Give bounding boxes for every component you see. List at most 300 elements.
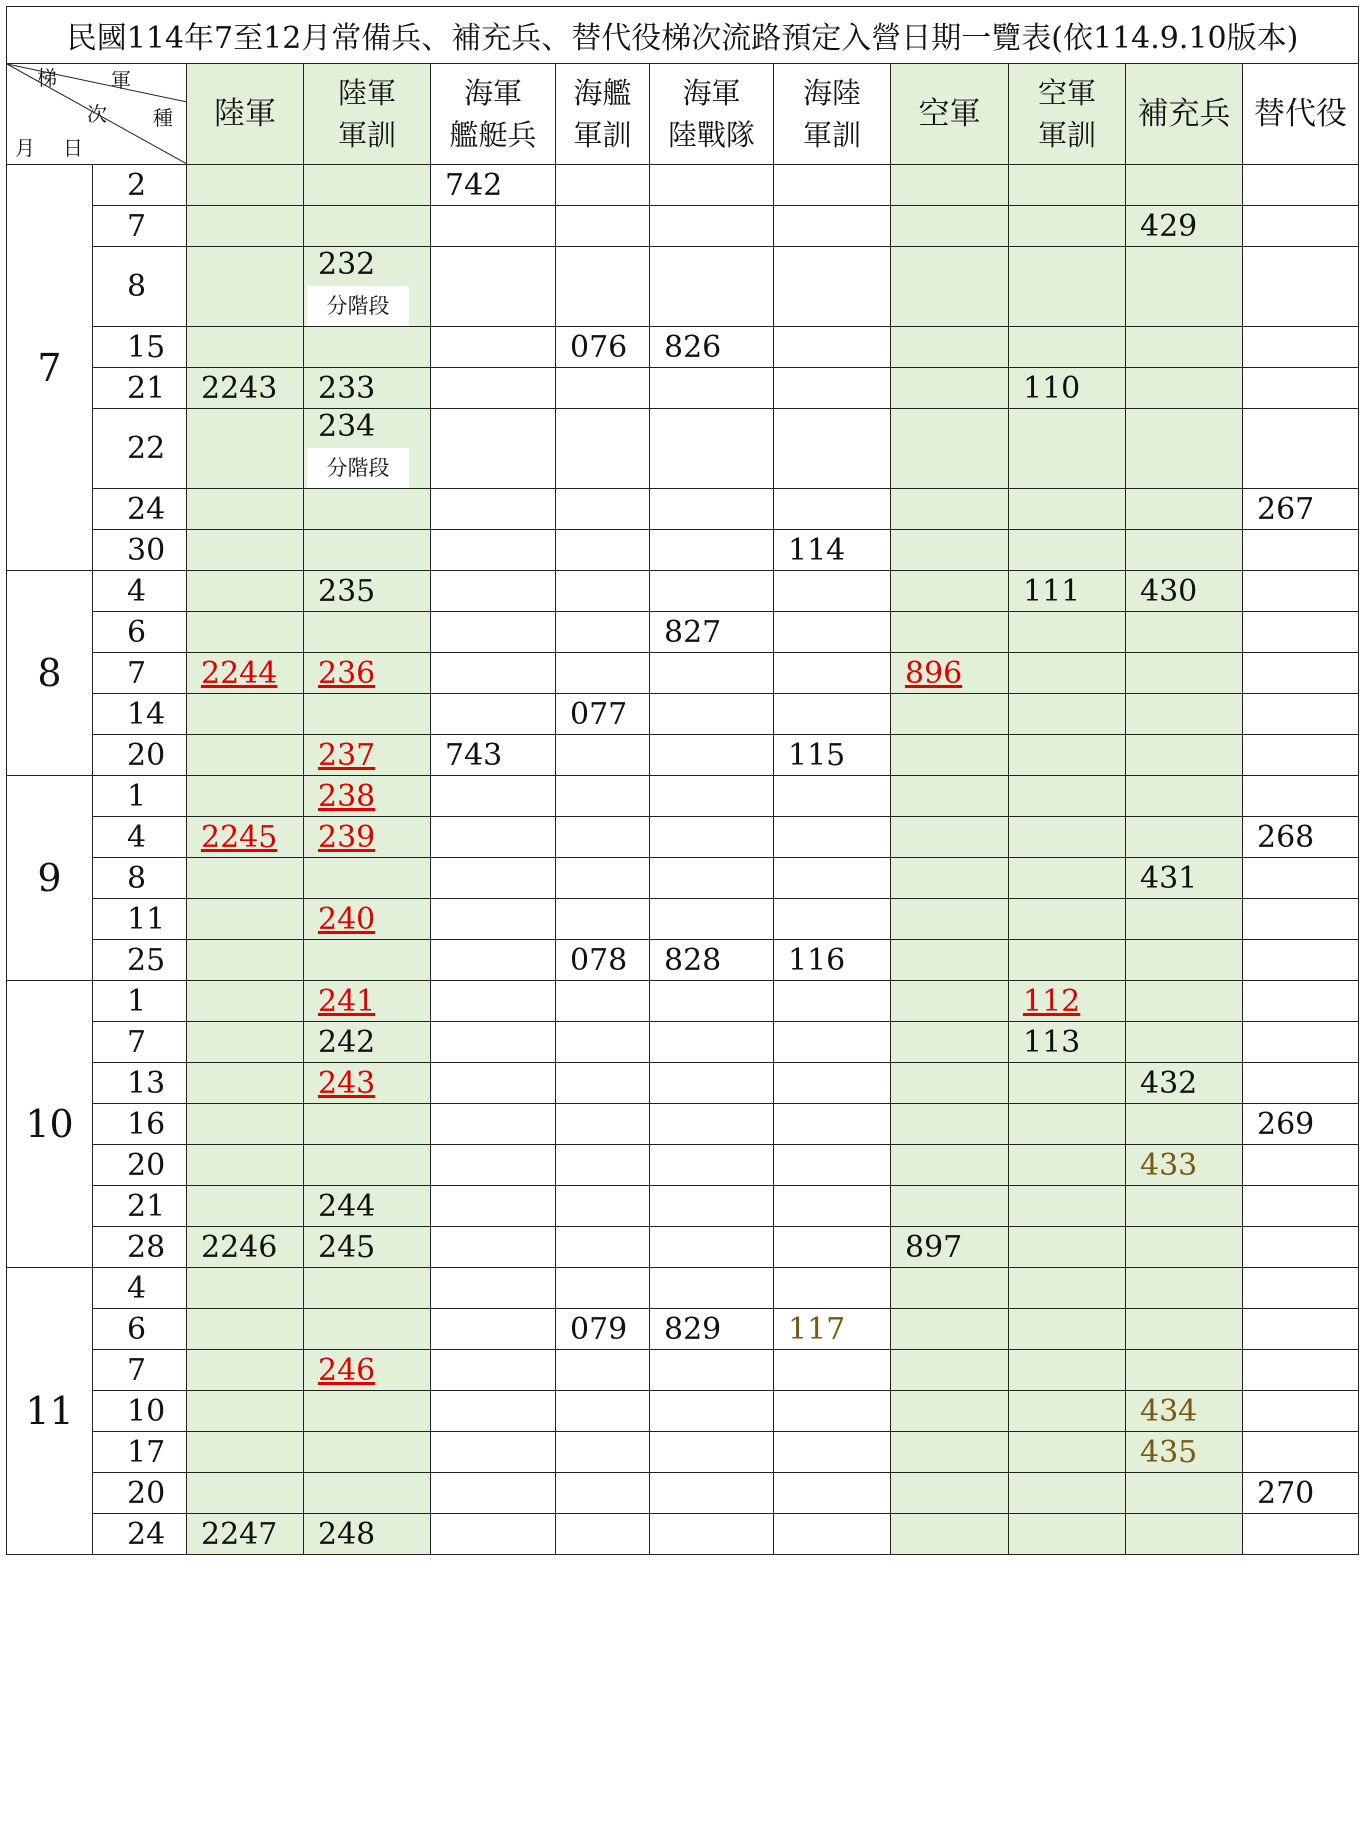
schedule-cell	[891, 1473, 1009, 1514]
batch-number	[788, 738, 890, 773]
schedule-cell	[1126, 1145, 1243, 1186]
schedule-cell	[891, 165, 1009, 206]
header-row	[7, 64, 1359, 165]
batch-number-text: 110	[1023, 370, 1081, 406]
schedule-cell	[556, 940, 650, 981]
schedule-cell	[187, 981, 304, 1022]
schedule-cell	[650, 1104, 774, 1145]
day-cell: 6	[93, 1309, 187, 1350]
schedule-cell	[431, 612, 556, 653]
schedule-cell	[650, 694, 774, 735]
schedule-cell	[650, 776, 774, 817]
schedule-cell	[650, 1432, 774, 1473]
schedule-cell	[187, 653, 304, 694]
batch-number	[318, 779, 430, 814]
batch-number-text: 269	[1257, 1106, 1315, 1142]
table-row	[7, 1104, 1359, 1145]
day-cell: 6	[93, 612, 187, 653]
table-row	[7, 327, 1359, 368]
schedule-cell	[431, 653, 556, 694]
schedule-cell	[774, 1514, 891, 1555]
schedule-cell	[1126, 1391, 1243, 1432]
table-row	[7, 1268, 1359, 1309]
batch-number-text: 234	[318, 409, 376, 444]
schedule-cell	[1243, 1391, 1359, 1432]
schedule-cell	[1126, 981, 1243, 1022]
batch-number	[318, 371, 430, 406]
batch-number-text: 232	[318, 247, 376, 282]
schedule-cell	[774, 368, 891, 409]
schedule-cell	[650, 1350, 774, 1391]
schedule-cell	[650, 1186, 774, 1227]
batch-number-text: 896	[905, 655, 963, 691]
batch-number-text: 431	[1140, 860, 1198, 896]
schedule-cell	[774, 899, 891, 940]
schedule-cell	[187, 489, 304, 530]
schedule-cell	[774, 1022, 891, 1063]
day-cell: 16	[93, 1104, 187, 1145]
schedule-cell	[556, 1350, 650, 1391]
schedule-cell	[187, 1063, 304, 1104]
schedule-cell	[891, 1514, 1009, 1555]
schedule-cell	[304, 1063, 431, 1104]
schedule-cell	[774, 1432, 891, 1473]
schedule-cell	[1243, 1145, 1359, 1186]
schedule-cell	[1243, 1063, 1359, 1104]
corner-label-day: 日	[63, 136, 83, 160]
schedule-cell	[1126, 858, 1243, 899]
schedule-cell	[304, 776, 431, 817]
batch-number-text: 434	[1140, 1393, 1198, 1429]
batch-number-text: 237	[318, 737, 376, 773]
batch-number	[318, 1517, 430, 1552]
table-row	[7, 530, 1359, 571]
batch-number	[1023, 371, 1125, 406]
schedule-cell	[556, 247, 650, 327]
schedule-cell	[431, 1432, 556, 1473]
batch-number-text: 2247	[201, 1516, 278, 1552]
schedule-cell	[187, 899, 304, 940]
schedule-cell	[187, 327, 304, 368]
batch-number	[201, 820, 303, 855]
schedule-cell	[1243, 489, 1359, 530]
table-row	[7, 1350, 1359, 1391]
schedule-cell	[1009, 817, 1126, 858]
schedule-cell	[304, 247, 431, 327]
table-row	[7, 1432, 1359, 1473]
batch-number-text: 233	[318, 370, 376, 406]
schedule-cell	[431, 571, 556, 612]
schedule-cell	[556, 368, 650, 409]
batch-number	[1257, 492, 1358, 527]
schedule-cell	[556, 858, 650, 899]
schedule-cell	[431, 489, 556, 530]
schedule-cell	[1009, 1514, 1126, 1555]
batch-number-text: 240	[318, 901, 376, 937]
batch-number-text: 433	[1140, 1147, 1198, 1183]
schedule-cell	[187, 1432, 304, 1473]
schedule-cell	[431, 327, 556, 368]
schedule-cell	[187, 1268, 304, 1309]
batch-number	[1140, 1066, 1242, 1101]
batch-number	[570, 697, 649, 732]
batch-number	[201, 371, 303, 406]
schedule-cell	[650, 1309, 774, 1350]
table-row	[7, 409, 1359, 489]
schedule-cell	[774, 1268, 891, 1309]
batch-number	[1140, 861, 1242, 896]
schedule-cell	[774, 858, 891, 899]
day-cell: 25	[93, 940, 187, 981]
schedule-cell	[774, 1350, 891, 1391]
schedule-cell	[556, 981, 650, 1022]
schedule-cell	[891, 1022, 1009, 1063]
batch-number	[1140, 1394, 1242, 1429]
schedule-cell	[891, 1063, 1009, 1104]
schedule-cell	[304, 940, 431, 981]
schedule-cell	[1243, 981, 1359, 1022]
schedule-cell	[556, 327, 650, 368]
table-row	[7, 1063, 1359, 1104]
table-row	[7, 940, 1359, 981]
schedule-cell	[774, 571, 891, 612]
schedule-cell	[774, 1063, 891, 1104]
schedule-cell	[1243, 247, 1359, 327]
table-row	[7, 1309, 1359, 1350]
schedule-cell	[650, 247, 774, 327]
schedule-cell	[556, 165, 650, 206]
schedule-cell	[1126, 165, 1243, 206]
schedule-cell	[650, 530, 774, 571]
schedule-cell	[650, 206, 774, 247]
col-header-supplementary: 補充兵	[1126, 64, 1243, 165]
schedule-cell	[1126, 1268, 1243, 1309]
schedule-cell	[1243, 612, 1359, 653]
schedule-cell	[1009, 1309, 1126, 1350]
day-cell: 1	[93, 776, 187, 817]
col-header-marine-corps: 海軍 陸戰隊	[650, 64, 774, 165]
schedule-cell	[556, 530, 650, 571]
schedule-cell	[304, 981, 431, 1022]
batch-number	[318, 738, 430, 773]
schedule-cell	[650, 735, 774, 776]
schedule-cell	[1126, 1432, 1243, 1473]
schedule-cell	[891, 327, 1009, 368]
batch-number	[570, 330, 649, 365]
batch-number	[1023, 1025, 1125, 1060]
schedule-cell	[891, 1432, 1009, 1473]
schedule-cell	[774, 735, 891, 776]
batch-number	[1140, 209, 1242, 244]
day-cell: 4	[93, 1268, 187, 1309]
month-cell: 11	[7, 1268, 93, 1555]
schedule-cell	[1009, 1145, 1126, 1186]
table-row	[7, 776, 1359, 817]
month-cell: 9	[7, 776, 93, 981]
table-row	[7, 1186, 1359, 1227]
schedule-cell	[556, 1514, 650, 1555]
schedule-cell	[891, 206, 1009, 247]
schedule-cell	[556, 409, 650, 489]
schedule-cell	[1009, 1473, 1126, 1514]
batch-number-text: 2243	[201, 370, 278, 406]
schedule-cell	[304, 694, 431, 735]
day-cell: 21	[93, 368, 187, 409]
schedule-cell	[891, 489, 1009, 530]
table-row	[7, 571, 1359, 612]
table-row	[7, 735, 1359, 776]
schedule-cell	[431, 1514, 556, 1555]
schedule-cell	[650, 1022, 774, 1063]
schedule-cell	[431, 1145, 556, 1186]
schedule-cell	[1126, 1514, 1243, 1555]
batch-number	[304, 247, 430, 282]
schedule-cell	[304, 1104, 431, 1145]
table-row	[7, 206, 1359, 247]
batch-number	[1257, 1476, 1358, 1511]
batch-number	[788, 533, 890, 568]
schedule-cell	[774, 653, 891, 694]
schedule-cell	[187, 1350, 304, 1391]
schedule-cell	[1126, 1063, 1243, 1104]
day-cell: 24	[93, 1514, 187, 1555]
batch-number-text: 267	[1257, 491, 1315, 527]
schedule-cell	[1009, 1227, 1126, 1268]
schedule-cell	[431, 899, 556, 940]
day-cell: 7	[93, 653, 187, 694]
schedule-cell	[1009, 1268, 1126, 1309]
schedule-cell	[304, 206, 431, 247]
schedule-cell	[556, 1473, 650, 1514]
schedule-cell	[304, 1391, 431, 1432]
schedule-cell	[556, 1432, 650, 1473]
schedule-cell	[650, 653, 774, 694]
schedule-cell	[431, 1309, 556, 1350]
schedule-cell	[1243, 530, 1359, 571]
schedule-cell	[556, 1227, 650, 1268]
schedule-cell	[304, 735, 431, 776]
schedule-cell	[891, 612, 1009, 653]
schedule-cell	[304, 1514, 431, 1555]
batch-number	[1140, 574, 1242, 609]
schedule-cell	[1126, 899, 1243, 940]
schedule-cell	[891, 1391, 1009, 1432]
day-cell: 28	[93, 1227, 187, 1268]
batch-number	[445, 738, 555, 773]
schedule-cell	[304, 1350, 431, 1391]
schedule-cell	[1243, 899, 1359, 940]
schedule-cell	[187, 776, 304, 817]
schedule-cell	[774, 530, 891, 571]
schedule-cell	[1009, 653, 1126, 694]
day-cell: 21	[93, 1186, 187, 1227]
batch-number	[318, 902, 430, 937]
schedule-cell	[1009, 165, 1126, 206]
day-cell: 20	[93, 1145, 187, 1186]
schedule-cell	[556, 1145, 650, 1186]
day-cell: 8	[93, 858, 187, 899]
batch-number-text: 430	[1140, 573, 1198, 609]
schedule-sheet	[6, 6, 1358, 1830]
schedule-cell	[187, 530, 304, 571]
table-row	[7, 1227, 1359, 1268]
batch-number-text: 114	[788, 532, 846, 568]
table-row	[7, 247, 1359, 327]
schedule-cell	[891, 940, 1009, 981]
schedule-cell	[650, 368, 774, 409]
batch-number-text: 742	[445, 167, 503, 203]
table-row	[7, 1514, 1359, 1555]
schedule-cell	[1126, 409, 1243, 489]
schedule-cell	[304, 368, 431, 409]
schedule-cell	[431, 981, 556, 1022]
schedule-cell	[774, 247, 891, 327]
schedule-cell	[304, 1473, 431, 1514]
schedule-cell	[556, 817, 650, 858]
day-cell: 7	[93, 1022, 187, 1063]
schedule-cell	[650, 817, 774, 858]
schedule-cell	[187, 1104, 304, 1145]
schedule-cell	[556, 1063, 650, 1104]
table-row	[7, 653, 1359, 694]
schedule-cell	[891, 368, 1009, 409]
schedule-cell	[556, 776, 650, 817]
schedule-cell	[774, 776, 891, 817]
day-cell: 17	[93, 1432, 187, 1473]
schedule-cell	[1009, 1432, 1126, 1473]
schedule-cell	[304, 1309, 431, 1350]
schedule-cell	[431, 694, 556, 735]
schedule-cell	[556, 1309, 650, 1350]
schedule-cell	[1243, 1432, 1359, 1473]
day-cell: 1	[93, 981, 187, 1022]
schedule-cell	[891, 735, 1009, 776]
schedule-cell	[650, 1145, 774, 1186]
batch-number-text: 2246	[201, 1229, 278, 1265]
schedule-cell	[187, 1391, 304, 1432]
schedule-cell	[1009, 368, 1126, 409]
batch-number	[570, 943, 649, 978]
schedule-cell	[431, 1350, 556, 1391]
table-row	[7, 858, 1359, 899]
schedule-cell	[891, 1186, 1009, 1227]
schedule-cell	[1126, 1186, 1243, 1227]
schedule-cell	[774, 1473, 891, 1514]
schedule-cell	[774, 327, 891, 368]
schedule-cell	[650, 1391, 774, 1432]
schedule-cell	[774, 1391, 891, 1432]
schedule-cell	[1243, 1227, 1359, 1268]
schedule-cell	[891, 694, 1009, 735]
schedule-cell	[1243, 571, 1359, 612]
schedule-cell	[187, 1186, 304, 1227]
col-header-air-force: 空軍	[891, 64, 1009, 165]
schedule-cell	[1009, 409, 1126, 489]
batch-number-text: 115	[788, 737, 846, 773]
batch-number	[445, 168, 555, 203]
schedule-cell	[431, 817, 556, 858]
batch-number	[1140, 1435, 1242, 1470]
batch-number-text: 111	[1023, 573, 1081, 609]
batch-number	[318, 1066, 430, 1101]
schedule-cell	[650, 327, 774, 368]
schedule-cell	[891, 858, 1009, 899]
day-cell: 20	[93, 735, 187, 776]
schedule-cell	[1243, 1473, 1359, 1514]
col-header-navy-ship: 海軍 艦艇兵	[431, 64, 556, 165]
schedule-cell	[304, 817, 431, 858]
schedule-cell	[556, 612, 650, 653]
schedule-cell	[1126, 1104, 1243, 1145]
schedule-cell	[1009, 247, 1126, 327]
schedule-cell	[1009, 327, 1126, 368]
batch-number	[788, 1312, 890, 1347]
batch-number-text: 828	[664, 942, 722, 978]
schedule-cell	[187, 1227, 304, 1268]
schedule-cell	[1009, 1063, 1126, 1104]
batch-number	[318, 1025, 430, 1060]
schedule-cell	[187, 409, 304, 489]
schedule-cell	[304, 858, 431, 899]
schedule-cell	[304, 409, 431, 489]
batch-number-text: 117	[788, 1311, 846, 1347]
schedule-cell	[891, 899, 1009, 940]
schedule-cell	[891, 776, 1009, 817]
batch-number	[664, 330, 773, 365]
batch-number-text: 246	[318, 1352, 376, 1388]
schedule-cell	[650, 165, 774, 206]
schedule-cell	[431, 368, 556, 409]
schedule-cell	[187, 1514, 304, 1555]
schedule-cell	[1243, 1104, 1359, 1145]
schedule-cell	[431, 1063, 556, 1104]
schedule-cell	[891, 247, 1009, 327]
schedule-cell	[774, 612, 891, 653]
batch-number-text: 245	[318, 1229, 376, 1265]
schedule-cell	[650, 981, 774, 1022]
schedule-cell	[431, 409, 556, 489]
day-cell: 30	[93, 530, 187, 571]
schedule-cell	[304, 1227, 431, 1268]
schedule-cell	[774, 206, 891, 247]
batch-number-text: 077	[570, 696, 628, 732]
schedule-cell	[1126, 368, 1243, 409]
table-row	[7, 981, 1359, 1022]
schedule-cell	[1009, 1350, 1126, 1391]
col-header-alternative-service: 替代役	[1243, 64, 1359, 165]
schedule-cell	[1009, 1022, 1126, 1063]
schedule-cell	[187, 612, 304, 653]
col-header-navy-ship-training: 海艦 軍訓	[556, 64, 650, 165]
batch-number	[1023, 984, 1125, 1019]
schedule-cell	[304, 489, 431, 530]
batch-number	[788, 943, 890, 978]
schedule-cell	[774, 940, 891, 981]
schedule-cell	[1009, 776, 1126, 817]
batch-number	[664, 615, 773, 650]
schedule-cell	[187, 206, 304, 247]
batch-number-text: 897	[905, 1229, 963, 1265]
schedule-cell	[1009, 1391, 1126, 1432]
schedule-cell	[891, 1350, 1009, 1391]
batch-number	[905, 656, 1008, 691]
batch-number	[664, 943, 773, 978]
schedule-cell	[556, 1186, 650, 1227]
schedule-cell	[650, 409, 774, 489]
table-row	[7, 1145, 1359, 1186]
schedule-cell	[1126, 1022, 1243, 1063]
batch-number-text: 242	[318, 1024, 376, 1060]
